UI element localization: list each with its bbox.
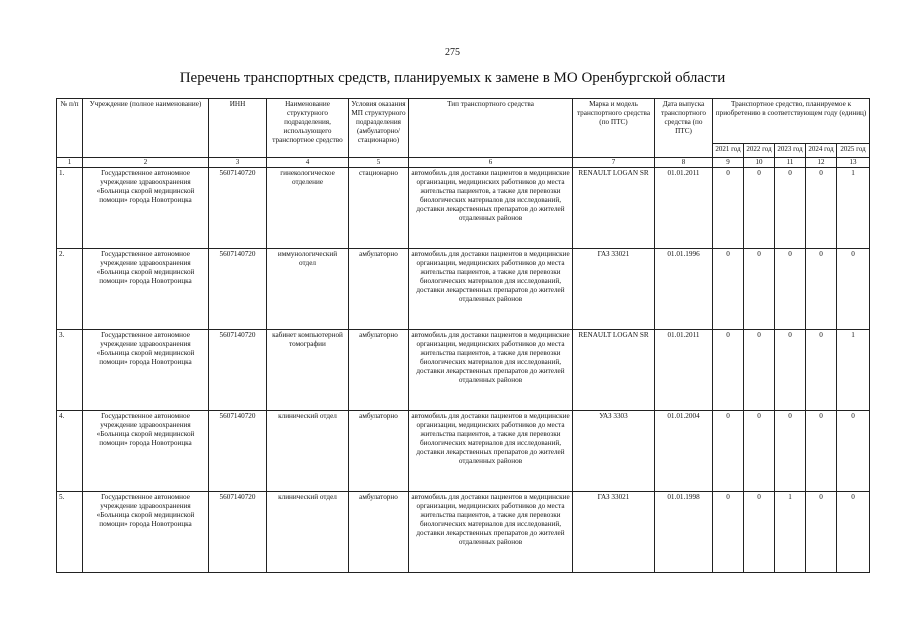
row-year-count: 0 — [806, 411, 837, 492]
row-institution: Государственное автономное учреждение здравоохранения «Больница скорой медицинской помощи» города Новотроицка — [83, 249, 209, 330]
row-vehicle-type: автомобиль для доставки пациентов в медицинские организации, медицинских работников до места жительства пациентов, а также для перевозки биологических материалов для исследований, доставки лекарственных препаратов до жителей отдаленных районов — [409, 492, 573, 573]
row-brand: УАЗ 3303 — [573, 411, 655, 492]
header-conditions: Условия оказания МП структурного подразделения (амбулаторно/ стационарно) — [349, 99, 409, 158]
row-inn: 5607140720 — [209, 249, 267, 330]
column-number: 8 — [655, 158, 713, 168]
row-num: 5. — [57, 492, 83, 573]
header-year: 2022 год — [744, 144, 775, 158]
document-title: Перечень транспортных средств, планируемых к замене в МО Оренбургской области — [179, 70, 726, 86]
row-year-count: 0 — [744, 168, 775, 249]
row-brand: ГАЗ 33021 — [573, 249, 655, 330]
row-year-count: 0 — [806, 168, 837, 249]
header-year: 2023 год — [775, 144, 806, 158]
row-num: 1. — [57, 168, 83, 249]
column-number: 3 — [209, 158, 267, 168]
header-year: 2024 год — [806, 144, 837, 158]
row-vehicle-type: автомобиль для доставки пациентов в медицинские организации, медицинских работников до места жительства пациентов, а также для перевозки биологических материалов для исследований, доставки лекарственных препаратов до жителей отдаленных районов — [409, 168, 573, 249]
row-num: 2. — [57, 249, 83, 330]
header-institution: Учреждение (полное наименование) — [83, 99, 209, 158]
vehicle-table — [56, 98, 870, 573]
row-brand: RENAULT LOGAN SR — [573, 330, 655, 411]
column-number: 9 — [713, 158, 744, 168]
row-year-count: 0 — [837, 411, 870, 492]
row-year-count: 1 — [837, 168, 870, 249]
table-row — [57, 168, 870, 249]
row-conditions: амбулаторно — [349, 249, 409, 330]
column-number: 4 — [267, 158, 349, 168]
column-number: 11 — [775, 158, 806, 168]
header-year: 2021 год — [713, 144, 744, 158]
row-release-date: 01.01.1998 — [655, 492, 713, 573]
page-number: 275 — [445, 47, 460, 58]
column-number-row — [57, 158, 870, 168]
column-number: 1 — [57, 158, 83, 168]
row-vehicle-type: автомобиль для доставки пациентов в медицинские организации, медицинских работников до места жительства пациентов, а также для перевозки биологических материалов для исследований, доставки лекарственных препаратов до жителей отдаленных районов — [409, 330, 573, 411]
row-year-count: 0 — [806, 249, 837, 330]
row-conditions: амбулаторно — [349, 330, 409, 411]
row-year-count: 0 — [806, 330, 837, 411]
row-release-date: 01.01.2011 — [655, 168, 713, 249]
row-unit: клинический отдел — [267, 492, 349, 573]
row-year-count: 0 — [744, 249, 775, 330]
column-number: 13 — [837, 158, 870, 168]
row-conditions: стационарно — [349, 168, 409, 249]
header-year: 2025 год — [837, 144, 870, 158]
row-vehicle-type: автомобиль для доставки пациентов в медицинские организации, медицинских работников до места жительства пациентов, а также для перевозки биологических материалов для исследований, доставки лекарственных препаратов до жителей отдаленных районов — [409, 411, 573, 492]
row-year-count: 0 — [806, 492, 837, 573]
row-year-count: 0 — [713, 168, 744, 249]
column-number: 6 — [409, 158, 573, 168]
row-inn: 5607140720 — [209, 168, 267, 249]
row-year-count: 0 — [775, 249, 806, 330]
header-unit: Наименование структурного подразделения, использующего транспортное средство — [267, 99, 349, 158]
row-year-count: 0 — [744, 492, 775, 573]
row-release-date: 01.01.2004 — [655, 411, 713, 492]
column-number: 7 — [573, 158, 655, 168]
column-number: 12 — [806, 158, 837, 168]
row-institution: Государственное автономное учреждение здравоохранения «Больница скорой медицинской помощи» города Новотроицка — [83, 492, 209, 573]
row-institution: Государственное автономное учреждение здравоохранения «Больница скорой медицинской помощи» города Новотроицка — [83, 330, 209, 411]
row-num: 4. — [57, 411, 83, 492]
row-brand: RENAULT LOGAN SR — [573, 168, 655, 249]
table-row — [57, 411, 870, 492]
row-release-date: 01.01.2011 — [655, 330, 713, 411]
row-institution: Государственное автономное учреждение здравоохранения «Больница скорой медицинской помощи» города Новотроицка — [83, 411, 209, 492]
row-vehicle-type: автомобиль для доставки пациентов в медицинские организации, медицинских работников до места жительства пациентов, а также для перевозки биологических материалов для исследований, доставки лекарственных препаратов до жителей отдаленных районов — [409, 249, 573, 330]
row-brand: ГАЗ 33021 — [573, 492, 655, 573]
row-unit: гинекологическое отделение — [267, 168, 349, 249]
header-brand: Марка и модель транспортного средства (по ПТС) — [573, 99, 655, 158]
row-institution: Государственное автономное учреждение здравоохранения «Больница скорой медицинской помощи» города Новотроицка — [83, 168, 209, 249]
row-year-count: 1 — [775, 492, 806, 573]
row-inn: 5607140720 — [209, 492, 267, 573]
header-vehicle-type: Тип транспортного средства — [409, 99, 573, 158]
row-year-count: 0 — [775, 411, 806, 492]
row-year-count: 0 — [713, 492, 744, 573]
column-number: 5 — [349, 158, 409, 168]
table-row — [57, 249, 870, 330]
table-row — [57, 330, 870, 411]
row-year-count: 0 — [713, 411, 744, 492]
header-inn: ИНН — [209, 99, 267, 158]
row-unit: клинический отдел — [267, 411, 349, 492]
row-num: 3. — [57, 330, 83, 411]
row-year-count: 0 — [775, 168, 806, 249]
header-planned: Транспортное средство, планируемое к приобретению в соответствующем году (единиц) — [713, 99, 870, 144]
row-year-count: 0 — [713, 330, 744, 411]
row-conditions: амбулаторно — [349, 492, 409, 573]
header-row — [57, 99, 870, 144]
header-num: № п/п — [57, 99, 83, 158]
header-release-date: Дата выпуска транспортного средства (по ПТС) — [655, 99, 713, 158]
row-year-count: 1 — [837, 330, 870, 411]
row-unit: иммунологический отдел — [267, 249, 349, 330]
row-inn: 5607140720 — [209, 330, 267, 411]
row-year-count: 0 — [837, 249, 870, 330]
row-release-date: 01.01.1996 — [655, 249, 713, 330]
column-number: 2 — [83, 158, 209, 168]
row-year-count: 0 — [775, 330, 806, 411]
table-row — [57, 492, 870, 573]
row-year-count: 0 — [837, 492, 870, 573]
row-year-count: 0 — [744, 330, 775, 411]
column-number: 10 — [744, 158, 775, 168]
row-inn: 5607140720 — [209, 411, 267, 492]
row-conditions: амбулаторно — [349, 411, 409, 492]
row-year-count: 0 — [713, 249, 744, 330]
row-unit: кабинет компьютерной томографии — [267, 330, 349, 411]
row-year-count: 0 — [744, 411, 775, 492]
